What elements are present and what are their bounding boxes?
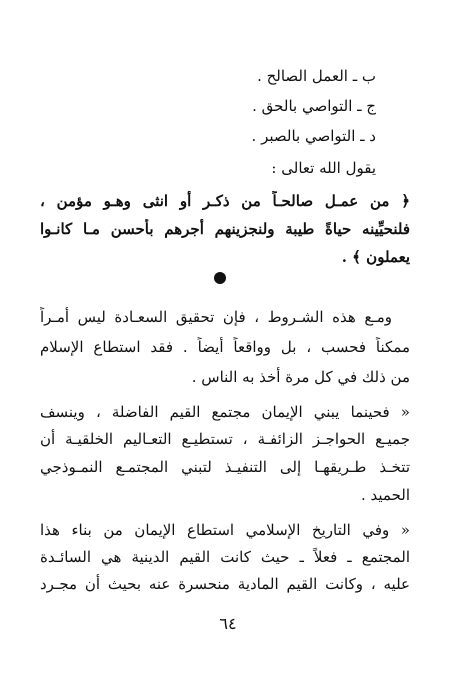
- quote-line: المجتمع ـ فعلاً ـ حيث كانت القيم الدينية هي السائـدة: [40, 548, 410, 566]
- quote-line: عليه ، وكانت القيم المادية منحسرة عنه بحيث أن مجـرد: [40, 575, 410, 593]
- quote-line: « فحينما يبني الإيمان مجتمع القيم الفاضلة ، وينسف: [40, 403, 410, 421]
- paragraph-line: من ذلك في كل مرة أخذ به الناس .: [191, 368, 410, 386]
- paragraph-line: ومـع هذه الشـروط ، فإن تحقيق السعـادة ليس أمـراً: [40, 308, 392, 326]
- page-number: ٦٤: [219, 614, 237, 633]
- list-item-b: ب ـ العمل الصالح .: [257, 67, 376, 85]
- verse-intro: يقول الله تعالى :: [271, 159, 376, 177]
- list-item-j: ج ـ التواصي بالحق .: [252, 97, 376, 115]
- quote-line: تتخـذ طـريقهـا إلى التنفيـذ لتبني المجتمـع النمـوذجي: [40, 458, 410, 476]
- section-divider-dot: [214, 272, 226, 284]
- list-item-d: د ـ التواصي بالصبر .: [251, 127, 376, 145]
- verse-line: ﴿ من عمـل صالحـاً من ذكـر أو انثى وهـو مؤمن ،: [40, 192, 410, 210]
- quote-line: « وفي التاريخ الإسلامي استطاع الإيمان من بناء هذا: [40, 521, 410, 539]
- verse-line: يعملون ﴾ .: [341, 248, 410, 266]
- quote-line: الحميد .: [360, 486, 410, 504]
- paragraph-line: ممكناً فحسب ، بل وواقعاً أيضاً . فقد استطاع الإسلام: [40, 338, 410, 356]
- quote-line: جميـع الحواجـز الزائفـة ، تستطيـع التعـاليم الخلقيـة أن: [40, 430, 410, 448]
- verse-line: فلنحيِّينه حياةً طيبة ولنجزينهم أجرهم بأحسن مـا كانـوا: [40, 220, 410, 238]
